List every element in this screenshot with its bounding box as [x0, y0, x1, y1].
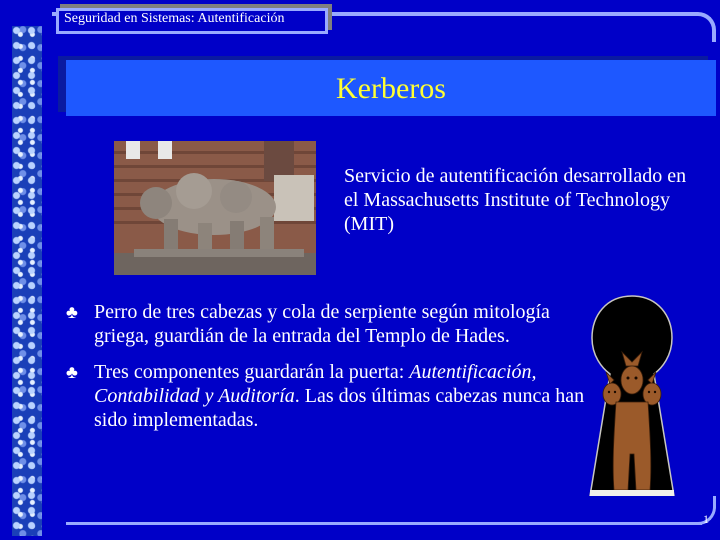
frame-top-right-corner [686, 12, 716, 42]
kerberos-statue-photo [114, 141, 316, 275]
club-icon: ♣ [66, 302, 78, 322]
decorative-side-strip [12, 26, 42, 536]
club-icon: ♣ [66, 362, 78, 382]
keyhole-cerberus-illustration [588, 294, 676, 496]
bullet-list [66, 300, 586, 444]
slide-title: Kerberos [336, 72, 446, 105]
slide-description: Servicio de autentificación desarrollado en el Massachusetts Institute of Technology (MIT) [344, 165, 687, 235]
bullet-item [66, 300, 586, 348]
header-section-title: Seguridad en Sistemas: Autentificación [64, 11, 285, 26]
frame-bottom-right-corner [688, 496, 716, 525]
frame-bottom-line [66, 522, 702, 525]
bullet-text-after: . Las dos últimas cabezas nunca han sido implementadas. [94, 385, 585, 431]
page-number: 1 [703, 512, 709, 526]
bullet-text: Perro de tres cabezas y cola de serpiente según mitología griega, guardián de la entrada del Templo de Hades. [94, 301, 550, 347]
bullet-text-italic: Autentificación, Contabilidad y Auditoría [94, 361, 537, 407]
bullet-text-before: Tres componentes guardarán la puerta: [94, 361, 410, 383]
bullet-item [66, 360, 586, 432]
